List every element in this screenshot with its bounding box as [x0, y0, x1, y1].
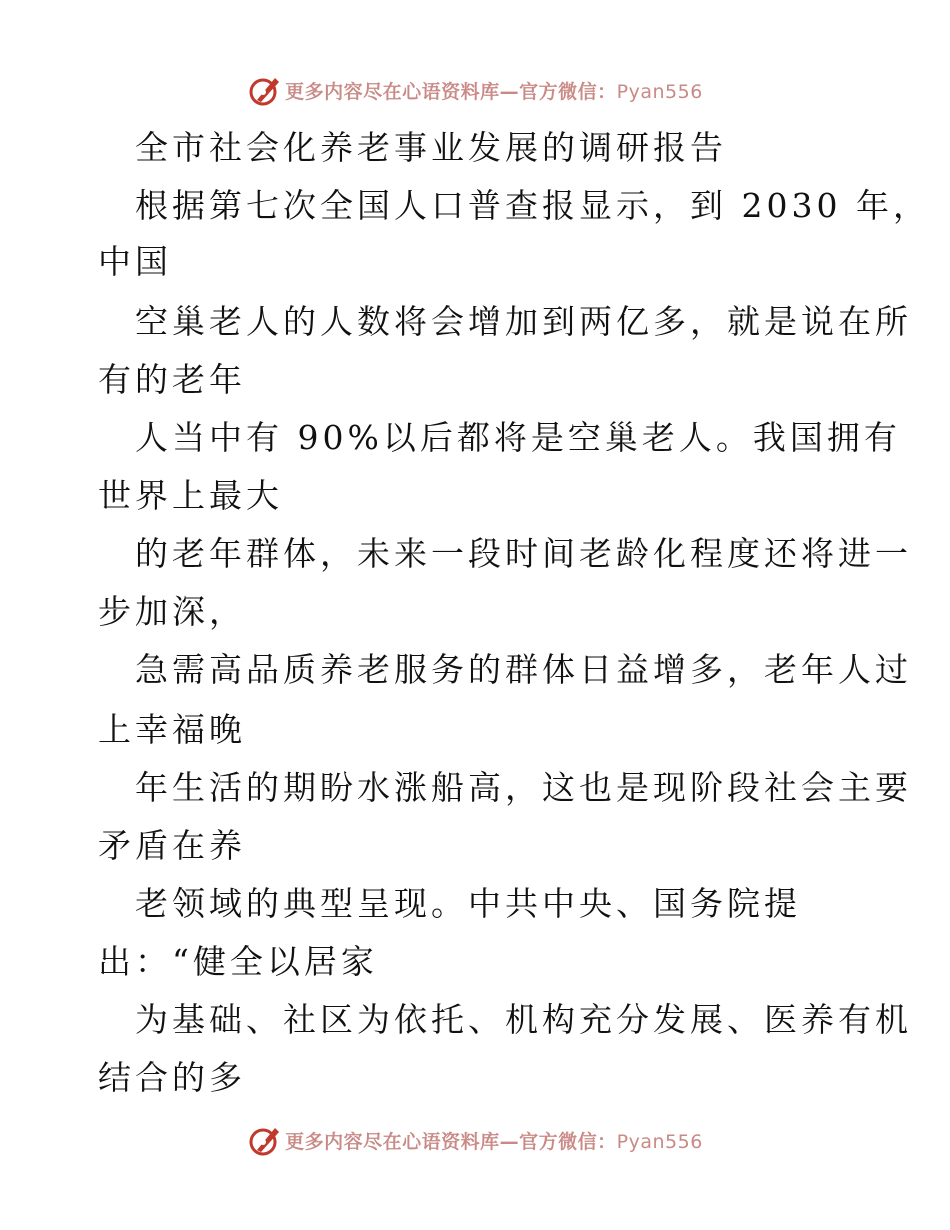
text-line: 结合的多 [98, 1058, 246, 1097]
text-line: 空巢老人的人数将会增加到两亿多，就是说在所 [135, 302, 912, 341]
text-line: 根据第七次全国人口普查报显示，到 2030 年， [135, 186, 930, 225]
header-watermark [0, 70, 950, 110]
document-title: 全市社会化养老事业发展的调研报告 [135, 128, 727, 167]
text-line: 上幸福晚 [98, 710, 246, 749]
watermark-text: 更多内容尽在心语资料库—官方微信：Pyan556 [285, 80, 703, 103]
footer-watermark [0, 1120, 950, 1160]
pen-circle-icon [247, 72, 283, 108]
text-line: 世界上最大 [98, 476, 283, 515]
watermark-text: 更多内容尽在心语资料库—官方微信：Pyan556 [285, 1130, 703, 1153]
text-line: 的老年群体，未来一段时间老龄化程度还将进一 [135, 534, 912, 573]
text-line: 急需高品质养老服务的群体日益增多，老年人过 [135, 650, 912, 689]
text-line: 年生活的期盼水涨船高，这也是现阶段社会主要 [135, 768, 912, 807]
text-line: 人当中有 90%以后都将是空巢老人。我国拥有 [135, 418, 901, 457]
text-line: 老领域的典型呈现。中共中央、国务院提 [135, 884, 801, 923]
text-line: 矛盾在养 [98, 826, 246, 865]
text-line: 为基础、社区为依托、机构充分发展、医养有机 [135, 1000, 912, 1039]
text-line: 步加深， [98, 592, 246, 631]
text-line: 中国 [98, 242, 172, 281]
text-line: 有的老年 [98, 360, 246, 399]
pen-circle-icon [247, 1122, 283, 1158]
text-line: 出：“健全以居家 [98, 942, 378, 981]
